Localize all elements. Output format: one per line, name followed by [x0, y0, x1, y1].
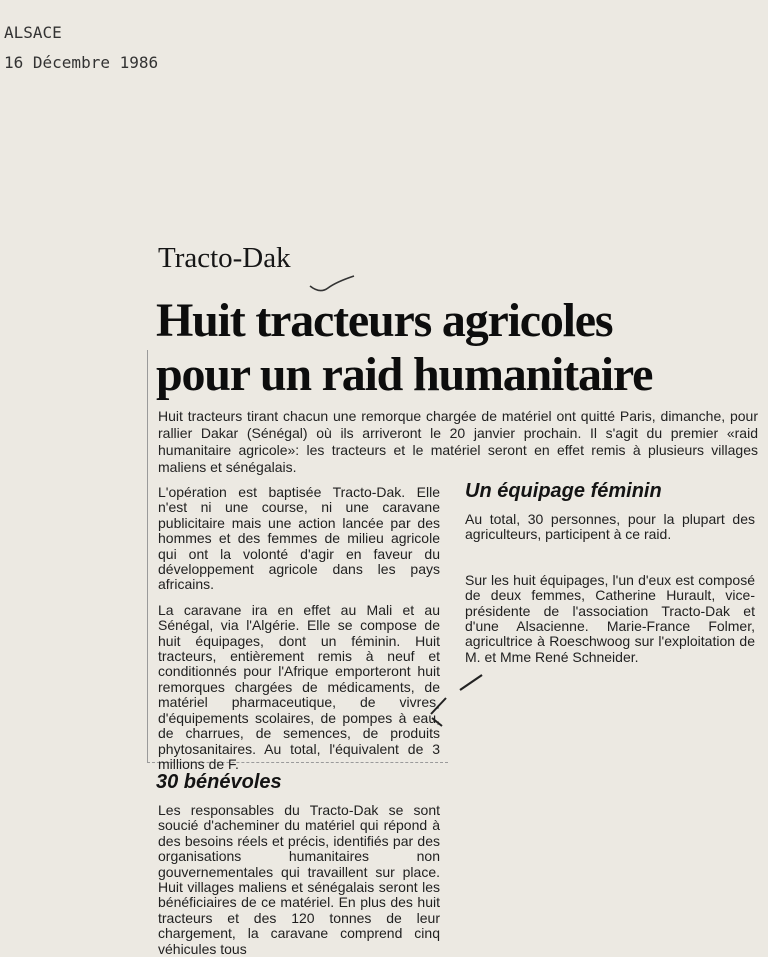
article-kicker: Tracto-Dak: [158, 242, 291, 274]
paragraph: Au total, 30 personnes, pour la plupart des agriculteurs, participent à ce raid.: [465, 511, 755, 543]
clipping-header: [4, 18, 158, 78]
paragraph: La caravane ira en effet au Mali et au Sénégal, via l'Algérie. Elle se compose de huit équipages, dont un féminin. Huit tracteurs, entièrement remis à neuf et conditionnés pour l'Afrique emporteront huit remorques chargées de médicaments, de matériel pharmaceutique, de vivres, d'équipements scolaires, de pompes à eau, de charrues, de semences, de produits phytosanitaires. Au total, l'équivalent de 3 millions de F.: [158, 601, 440, 772]
subhead-equipage-feminin: Un équipage féminin: [465, 480, 662, 502]
pen-tick-mark: [308, 272, 358, 296]
pen-stroke-mark: [428, 696, 450, 728]
paragraph: L'opération est baptisée Tracto-Dak. Elle n'est ni une course, ni une caravane publicitaire mais une action lancée par des hommes et des femmes de milieu agricole qui ont la volonté d'agir en faveur du développement agricole dans les pays africains.: [158, 484, 440, 593]
region-label: ALSACE: [4, 23, 62, 42]
right-column: [465, 512, 755, 695]
paragraph: Les responsables du Tracto-Dak se sont soucié d'acheminer du matériel qui répond à des besoins réels et précis, identifiés par des organisations humanitaires non gouvernementales qui travaillent sur place. Huit villages maliens et sénégalais seront les bénéficiaires de ce matériel. En plus des huit tracteurs et des 120 tonnes de leur chargement, la caravane comprend cinq véhicules tous: [158, 802, 440, 957]
paragraph: Sur les huit équipages, l'un d'eux est composé de deux femmes, Catherine Hurault, vice-présidente de l'association Tracto-Dak et d'une Alsacienne. Marie-France Folmer, agricultrice à Roeschwoog sur l'exploitation de M. et Mme René Schneider.: [465, 571, 755, 665]
headline-line-2: pour un raid humanitaire: [156, 348, 653, 401]
pen-stroke-mark: [458, 672, 484, 692]
headline-line-1: Huit tracteurs agricoles: [156, 294, 613, 347]
article-headline: [156, 294, 652, 402]
article-lede: Huit tracteurs tirant chacun une remorque chargée de matériel ont quitté Paris, dimanche, pour rallier Dakar (Sénégal) où ils arriveront le 20 janvier prochain. Il s'agit du premier «raid humanitaire agricole»: les tracteurs et le matériel seront en effet remis à plusieurs villages maliens et sénégalais.: [158, 408, 758, 475]
left-column: [158, 485, 440, 782]
left-column-lower: [158, 803, 440, 957]
date-label: 16 Décembre 1986: [4, 53, 159, 72]
subhead-benevoles: 30 bénévoles: [156, 771, 282, 793]
